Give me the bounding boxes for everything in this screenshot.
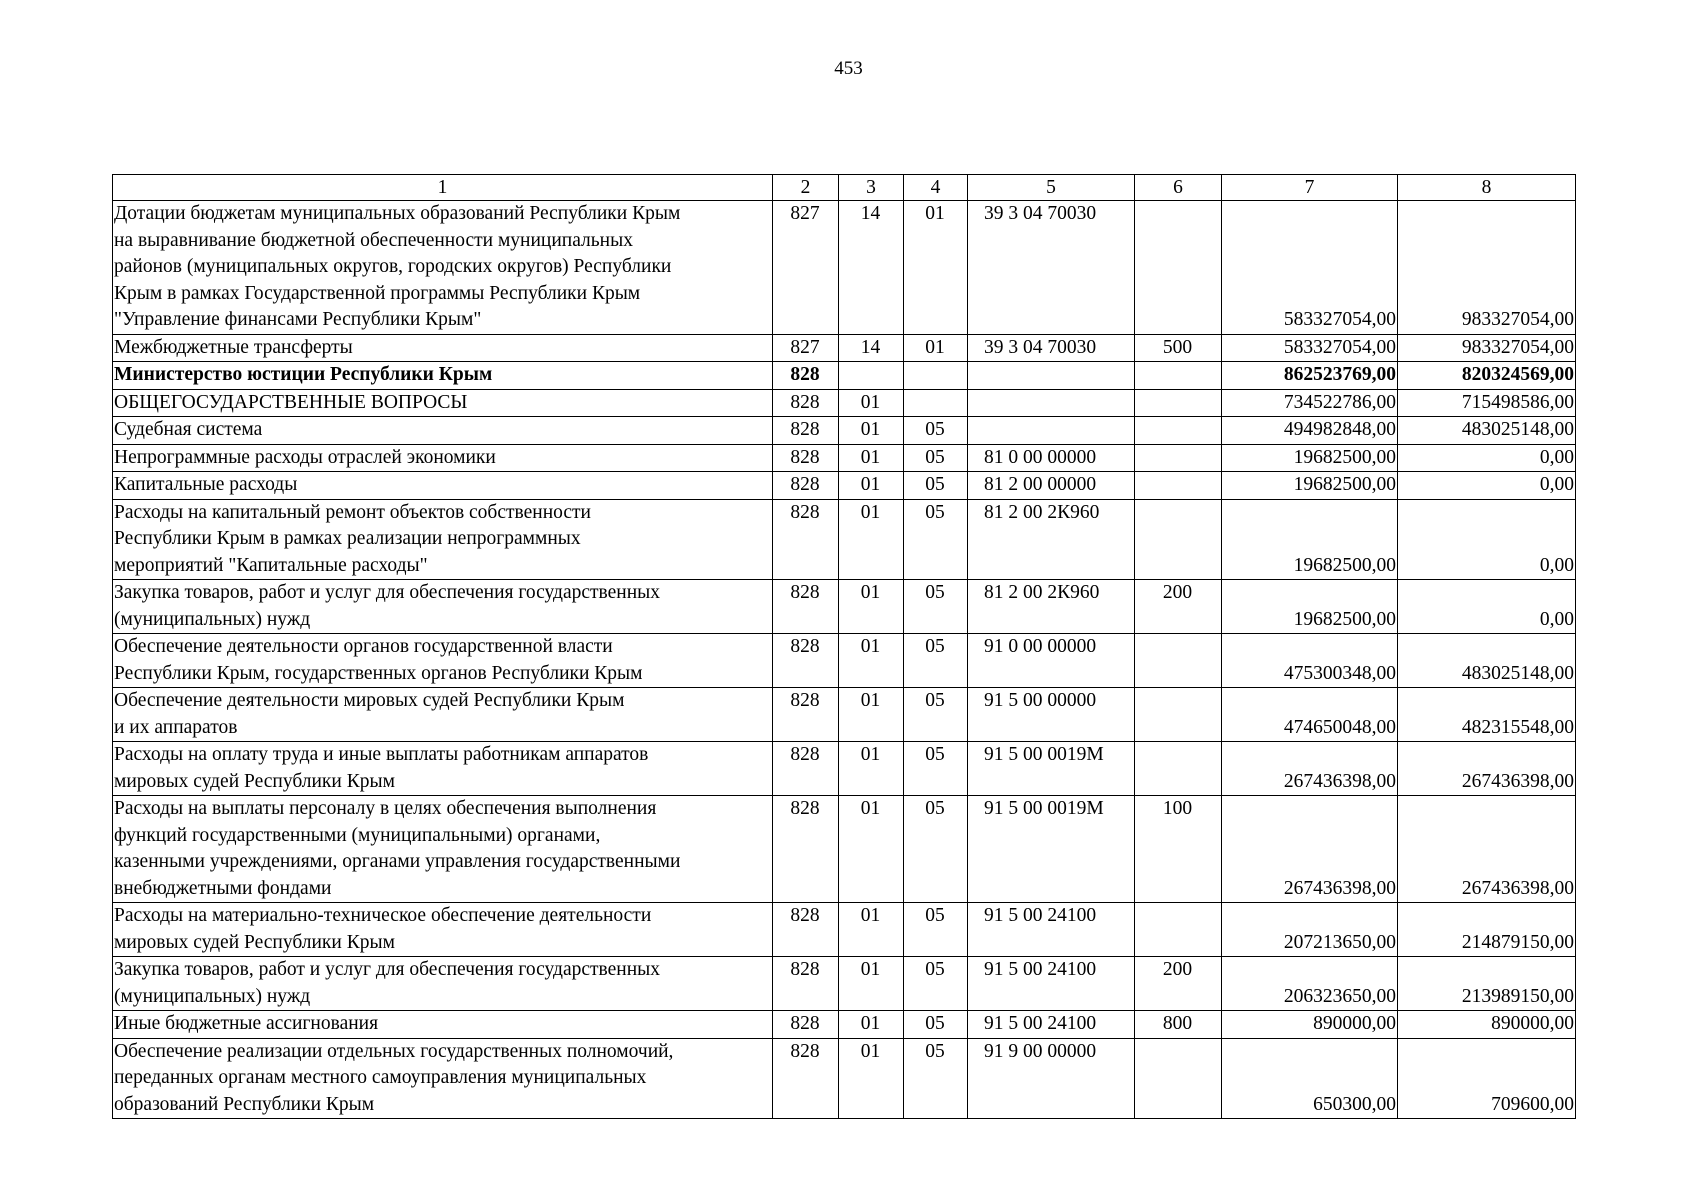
row-code-ministry: 828: [773, 444, 839, 472]
row-code-target: [968, 389, 1135, 417]
row-description-line: Крым в рамках Государственной программы Республики Крым: [114, 282, 641, 304]
row-code-ministry: 827: [773, 201, 839, 335]
row-description: [113, 634, 773, 688]
row-description: [113, 957, 773, 1011]
row-code-target: 91 5 00 24100: [968, 903, 1135, 957]
row-amount-year1: 19682500,00: [1222, 499, 1398, 580]
row-amount-year1: 475300348,00: [1222, 634, 1398, 688]
row-code-subsection: 05: [904, 444, 968, 472]
row-description: [113, 580, 773, 634]
row-amount-year1: 494982848,00: [1222, 417, 1398, 445]
row-code-section: 01: [839, 796, 904, 903]
row-amount-year2: 715498586,00: [1398, 389, 1576, 417]
row-amount-year2: 267436398,00: [1398, 742, 1576, 796]
row-code-section: 01: [839, 688, 904, 742]
column-header: 8: [1398, 175, 1576, 201]
row-code-target: 91 9 00 00000: [968, 1038, 1135, 1119]
row-amount-year1: 583327054,00: [1222, 201, 1398, 335]
table-row: [113, 499, 1576, 580]
table-row: [113, 742, 1576, 796]
row-description-line: Судебная система: [114, 419, 263, 440]
row-description-line: и их аппаратов: [114, 716, 238, 738]
row-code-subsection: 05: [904, 1038, 968, 1119]
row-description-line: Республики Крым, государственных органов Республики Крым: [114, 662, 643, 684]
row-description-line: функций государственными (муниципальными) органами,: [114, 824, 601, 846]
row-code-section: 01: [839, 1011, 904, 1039]
row-code-target: [968, 362, 1135, 390]
row-code-subsection: 01: [904, 201, 968, 335]
row-description-line: Закупка товаров, работ и услуг для обеспечения государственных: [114, 959, 661, 980]
row-code-section: 01: [839, 580, 904, 634]
table-row: [113, 796, 1576, 903]
row-code-subsection: 05: [904, 417, 968, 445]
row-description-line: Республики Крым в рамках реализации непрограммных: [114, 528, 581, 549]
row-amount-year2: 483025148,00: [1398, 634, 1576, 688]
row-code-section: 01: [839, 1038, 904, 1119]
row-amount-year1: 19682500,00: [1222, 580, 1398, 634]
row-amount-year1: 734522786,00: [1222, 389, 1398, 417]
row-code-ministry: 828: [773, 472, 839, 500]
column-header: 7: [1222, 175, 1398, 201]
row-amount-year1: 19682500,00: [1222, 472, 1398, 500]
row-code-expense-type: 200: [1135, 580, 1222, 634]
row-code-target: 39 3 04 70030: [968, 201, 1135, 335]
table-row: [113, 417, 1576, 445]
row-code-subsection: 05: [904, 957, 968, 1011]
table-row: [113, 903, 1576, 957]
row-amount-year1: 474650048,00: [1222, 688, 1398, 742]
row-description-line: мировых судей Республики Крым: [114, 770, 395, 792]
row-code-ministry: 828: [773, 634, 839, 688]
table-row: [113, 580, 1576, 634]
row-code-target: 91 5 00 24100: [968, 957, 1135, 1011]
row-amount-year2: 0,00: [1398, 444, 1576, 472]
row-amount-year2: 0,00: [1398, 499, 1576, 580]
row-description-line: Расходы на материально-техническое обеспечение деятельности: [114, 905, 652, 926]
row-description-line: районов (муниципальных округов, городских округов) Республики: [114, 256, 672, 277]
page-number: 453: [834, 58, 863, 79]
row-description-line: образований Республики Крым: [114, 1093, 375, 1115]
row-code-target: 81 2 00 2К960: [968, 499, 1135, 580]
row-code-section: 01: [839, 957, 904, 1011]
row-code-expense-type: [1135, 472, 1222, 500]
table-row: [113, 389, 1576, 417]
row-code-ministry: 828: [773, 389, 839, 417]
row-code-ministry: 828: [773, 903, 839, 957]
row-amount-year2: 983327054,00: [1398, 334, 1576, 362]
row-code-target: 39 3 04 70030: [968, 334, 1135, 362]
row-description: [113, 201, 773, 335]
row-code-section: 01: [839, 499, 904, 580]
row-amount-year2: 0,00: [1398, 472, 1576, 500]
column-header: 4: [904, 175, 968, 201]
row-description: [113, 444, 773, 472]
row-amount-year2: 482315548,00: [1398, 688, 1576, 742]
row-description: [113, 688, 773, 742]
row-code-ministry: 828: [773, 796, 839, 903]
row-code-section: 01: [839, 903, 904, 957]
row-code-ministry: 828: [773, 499, 839, 580]
row-code-ministry: 827: [773, 334, 839, 362]
row-description-line: Расходы на капитальный ремонт объектов собственности: [114, 501, 591, 523]
row-code-subsection: 05: [904, 688, 968, 742]
row-code-ministry: 828: [773, 580, 839, 634]
row-amount-year2: 267436398,00: [1398, 796, 1576, 903]
row-amount-year1: 650300,00: [1222, 1038, 1398, 1119]
row-code-section: 01: [839, 444, 904, 472]
table-row: [113, 1011, 1576, 1039]
table-body: [113, 201, 1576, 1119]
table-header-row: [113, 175, 1576, 201]
row-code-section: 14: [839, 334, 904, 362]
row-code-ministry: 828: [773, 742, 839, 796]
row-description-line: "Управление финансами Республики Крым": [114, 309, 482, 330]
row-code-target: 81 2 00 2К960: [968, 580, 1135, 634]
table-row: [113, 688, 1576, 742]
row-description-line: мировых судей Республики Крым: [114, 931, 395, 953]
row-code-subsection: 05: [904, 634, 968, 688]
row-description-line: Дотации бюджетам муниципальных образований Республики Крым: [114, 203, 681, 224]
row-code-target: 91 5 00 24100: [968, 1011, 1135, 1039]
row-code-expense-type: [1135, 903, 1222, 957]
row-description: [113, 742, 773, 796]
row-amount-year1: 862523769,00: [1222, 362, 1398, 390]
row-code-expense-type: [1135, 417, 1222, 445]
row-code-section: [839, 362, 904, 390]
row-code-subsection: 01: [904, 334, 968, 362]
row-code-target: 91 5 00 00000: [968, 688, 1135, 742]
row-code-subsection: 05: [904, 1011, 968, 1039]
row-amount-year2: 890000,00: [1398, 1011, 1576, 1039]
row-code-ministry: 828: [773, 1038, 839, 1119]
row-code-expense-type: 200: [1135, 957, 1222, 1011]
row-description-line: Иные бюджетные ассигнования: [114, 1013, 379, 1034]
row-code-ministry: 828: [773, 362, 839, 390]
row-amount-year2: 483025148,00: [1398, 417, 1576, 445]
row-description-line: переданных органам местного самоуправления муниципальных: [114, 1067, 647, 1088]
row-description-line: на выравнивание бюджетной обеспеченности муниципальных: [114, 229, 633, 251]
row-amount-year1: 207213650,00: [1222, 903, 1398, 957]
row-code-target: 91 5 00 0019М: [968, 796, 1135, 903]
row-code-ministry: 828: [773, 957, 839, 1011]
row-amount-year1: 890000,00: [1222, 1011, 1398, 1039]
row-code-subsection: 05: [904, 742, 968, 796]
row-description-line: Капитальные расходы: [114, 474, 298, 495]
row-amount-year2: 0,00: [1398, 580, 1576, 634]
row-amount-year1: 267436398,00: [1222, 796, 1398, 903]
row-code-expense-type: 100: [1135, 796, 1222, 903]
row-code-section: 01: [839, 389, 904, 417]
row-description: [113, 903, 773, 957]
row-amount-year2: 214879150,00: [1398, 903, 1576, 957]
budget-table: [112, 174, 1576, 1119]
row-code-subsection: 05: [904, 472, 968, 500]
row-code-ministry: 828: [773, 417, 839, 445]
row-code-expense-type: [1135, 742, 1222, 796]
row-code-subsection: 05: [904, 796, 968, 903]
table-row: [113, 362, 1576, 390]
row-code-expense-type: [1135, 634, 1222, 688]
column-header: 6: [1135, 175, 1222, 201]
row-amount-year2: 709600,00: [1398, 1038, 1576, 1119]
row-description: [113, 389, 773, 417]
column-header: 2: [773, 175, 839, 201]
row-description: [113, 334, 773, 362]
row-code-expense-type: 800: [1135, 1011, 1222, 1039]
row-description: [113, 417, 773, 445]
row-code-expense-type: [1135, 1038, 1222, 1119]
row-description-line: (муниципальных) нужд: [114, 608, 311, 630]
row-code-expense-type: [1135, 444, 1222, 472]
row-code-target: 91 5 00 0019М: [968, 742, 1135, 796]
row-description-line: ОБЩЕГОСУДАРСТВЕННЫЕ ВОПРОСЫ: [114, 391, 468, 413]
table-row: [113, 334, 1576, 362]
row-code-expense-type: [1135, 389, 1222, 417]
row-code-section: 14: [839, 201, 904, 335]
row-code-expense-type: [1135, 499, 1222, 580]
table-row: [113, 1038, 1576, 1119]
row-code-expense-type: [1135, 362, 1222, 390]
table-row: [113, 201, 1576, 335]
row-code-subsection: 05: [904, 499, 968, 580]
row-description-line: казенными учреждениями, органами управления государственными: [114, 851, 681, 872]
row-amount-year1: 19682500,00: [1222, 444, 1398, 472]
row-description: [113, 499, 773, 580]
row-code-expense-type: [1135, 688, 1222, 742]
row-code-expense-type: 500: [1135, 334, 1222, 362]
row-description: [113, 472, 773, 500]
row-code-subsection: 05: [904, 903, 968, 957]
column-header: 5: [968, 175, 1135, 201]
row-amount-year1: 583327054,00: [1222, 334, 1398, 362]
row-description-line: Межбюджетные трансферты: [114, 336, 353, 358]
row-description: [113, 1011, 773, 1039]
row-amount-year2: 983327054,00: [1398, 201, 1576, 335]
row-amount-year1: 267436398,00: [1222, 742, 1398, 796]
table-row: [113, 444, 1576, 472]
row-description-line: (муниципальных) нужд: [114, 985, 311, 1007]
row-description-line: Расходы на выплаты персоналу в целях обеспечения выполнения: [114, 798, 657, 819]
row-description-line: мероприятий "Капитальные расходы": [114, 554, 428, 576]
row-description-line: Расходы на оплату труда и иные выплаты работникам аппаратов: [114, 744, 649, 765]
row-description: [113, 796, 773, 903]
row-code-subsection: [904, 362, 968, 390]
row-code-subsection: [904, 389, 968, 417]
row-description-line: Непрограммные расходы отраслей экономики: [114, 446, 496, 468]
row-description-line: Министерство юстиции Республики Крым: [114, 364, 493, 385]
table-row: [113, 957, 1576, 1011]
row-description-line: Обеспечение реализации отдельных государственных полномочий,: [114, 1040, 674, 1062]
row-amount-year2: 820324569,00: [1398, 362, 1576, 390]
column-header: 3: [839, 175, 904, 201]
row-description: [113, 362, 773, 390]
column-header: 1: [113, 175, 773, 201]
row-code-section: 01: [839, 472, 904, 500]
row-code-target: 81 2 00 00000: [968, 472, 1135, 500]
row-code-target: 91 0 00 00000: [968, 634, 1135, 688]
row-description-line: Обеспечение деятельности мировых судей Республики Крым: [114, 690, 625, 711]
row-code-section: 01: [839, 742, 904, 796]
row-code-ministry: 828: [773, 1011, 839, 1039]
row-code-target: [968, 417, 1135, 445]
row-code-section: 01: [839, 634, 904, 688]
row-description-line: Обеспечение деятельности органов государственной власти: [114, 636, 613, 657]
row-code-section: 01: [839, 417, 904, 445]
row-description: [113, 1038, 773, 1119]
row-code-target: 81 0 00 00000: [968, 444, 1135, 472]
row-code-expense-type: [1135, 201, 1222, 335]
table-row: [113, 472, 1576, 500]
row-code-subsection: 05: [904, 580, 968, 634]
table-row: [113, 634, 1576, 688]
row-description-line: внебюджетными фондами: [114, 877, 332, 899]
row-amount-year2: 213989150,00: [1398, 957, 1576, 1011]
row-description-line: Закупка товаров, работ и услуг для обеспечения государственных: [114, 582, 661, 603]
row-code-ministry: 828: [773, 688, 839, 742]
row-amount-year1: 206323650,00: [1222, 957, 1398, 1011]
